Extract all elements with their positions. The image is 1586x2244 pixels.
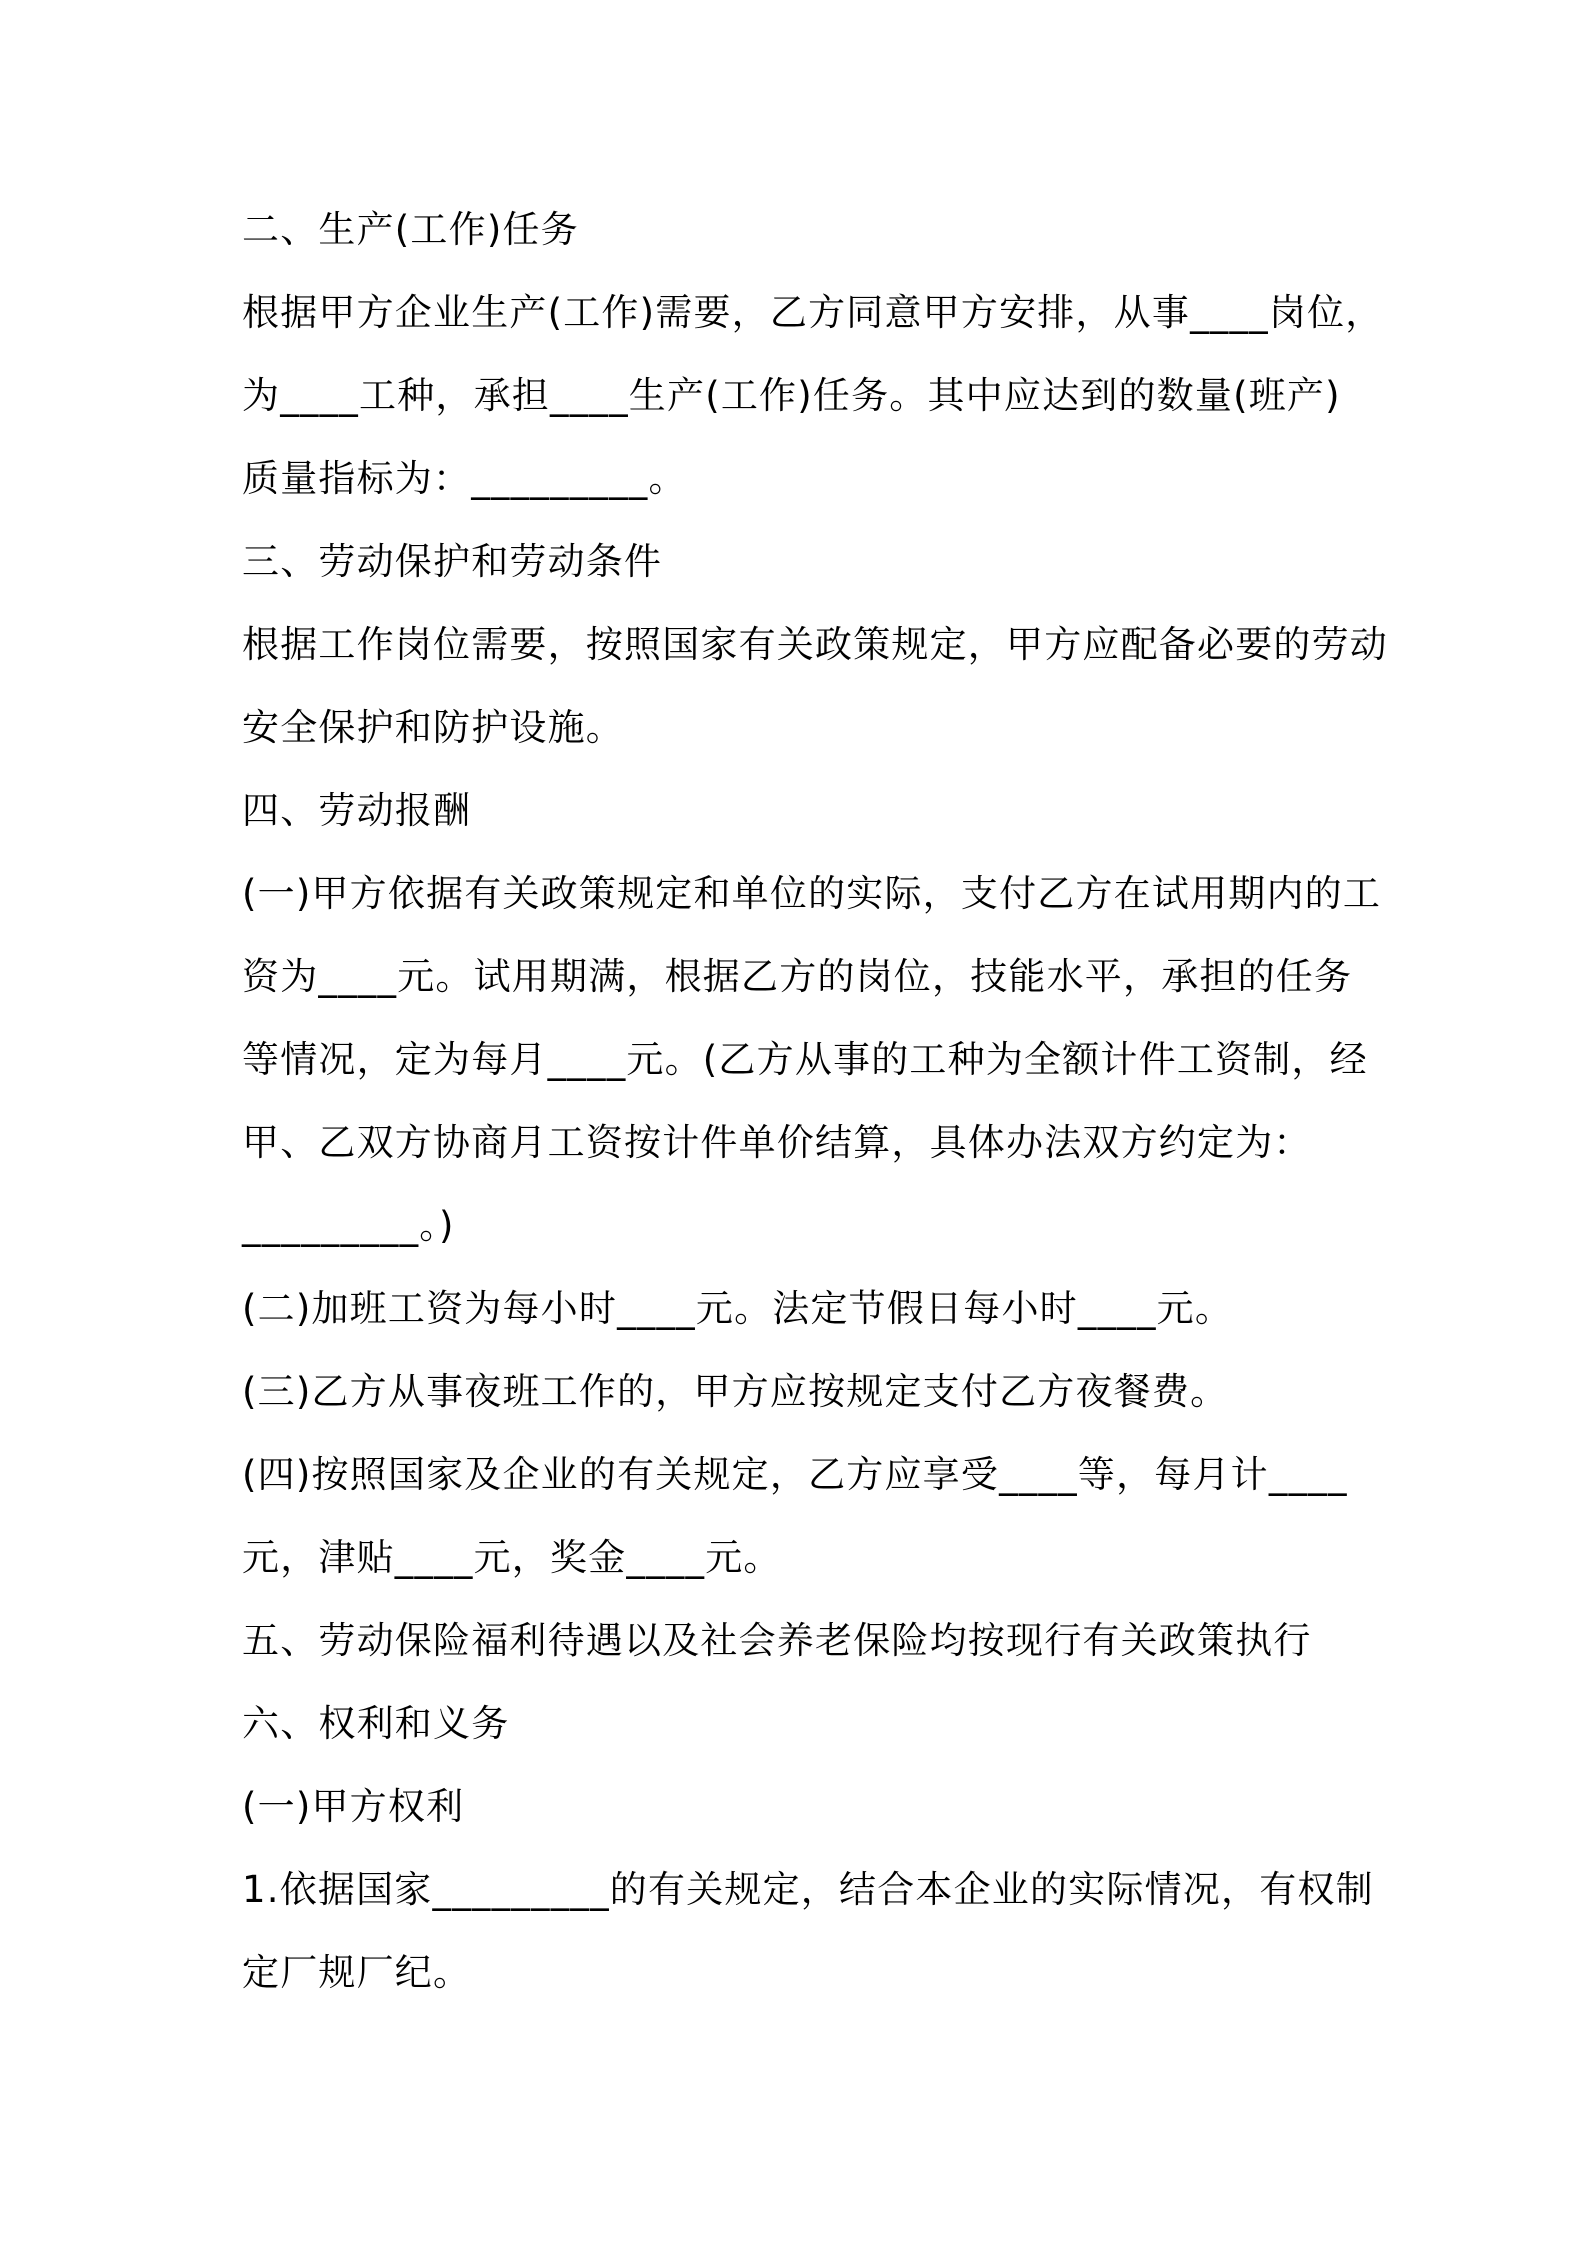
paragraph-line: (四)按照国家及企业的有关规定，乙方应享受____等，每月计____: [242, 1453, 1348, 1496]
section-heading-rights-obligations: 六、权利和义务: [242, 1702, 510, 1745]
paragraph-line: (一)甲方依据有关政策规定和单位的实际，支付乙方在试用期内的工: [242, 872, 1382, 915]
paragraph-line: 等情况，定为每月____元。(乙方从事的工种为全额计件工资制，经: [242, 1038, 1368, 1081]
paragraph-line: 甲、乙双方协商月工资按计件单价结算，具体办法双方约定为：: [242, 1121, 1312, 1164]
paragraph-line: 资为____元。试用期满，根据乙方的岗位，技能水平，承担的任务: [242, 955, 1353, 998]
paragraph-line: _________。): [242, 1204, 455, 1247]
section-heading-insurance-welfare: 五、劳动保险福利待遇以及社会养老保险均按现行有关政策执行: [242, 1619, 1312, 1662]
paragraph-line: (二)加班工资为每小时____元。法定节假日每小时____元。: [242, 1287, 1234, 1330]
paragraph-line: 质量指标为：_________。: [242, 457, 687, 500]
paragraph-line: 根据甲方企业生产(工作)需要，乙方同意甲方安排，从事____岗位，: [242, 291, 1384, 334]
paragraph-line: 元，津贴____元，奖金____元。: [242, 1536, 782, 1579]
paragraph-line: (三)乙方从事夜班工作的，甲方应按规定支付乙方夜餐费。: [242, 1370, 1229, 1413]
paragraph-line: 定厂规厂纪。: [242, 1951, 472, 1994]
paragraph-line: 根据工作岗位需要，按照国家有关政策规定，甲方应配备必要的劳动: [242, 623, 1388, 666]
paragraph-line: 安全保护和防护设施。: [242, 706, 624, 749]
subsection-heading-party-a-rights: (一)甲方权利: [242, 1785, 465, 1828]
paragraph-line: 为____工种，承担____生产(工作)任务。其中应达到的数量(班产): [242, 374, 1341, 417]
section-heading-labor-protection: 三、劳动保护和劳动条件: [242, 540, 663, 583]
paragraph-line: 1.依据国家_________的有关规定，结合本企业的实际情况，有权制: [242, 1868, 1374, 1911]
section-heading-labor-remuneration: 四、劳动报酬: [242, 789, 472, 832]
section-heading-production-task: 二、生产(工作)任务: [242, 208, 579, 251]
